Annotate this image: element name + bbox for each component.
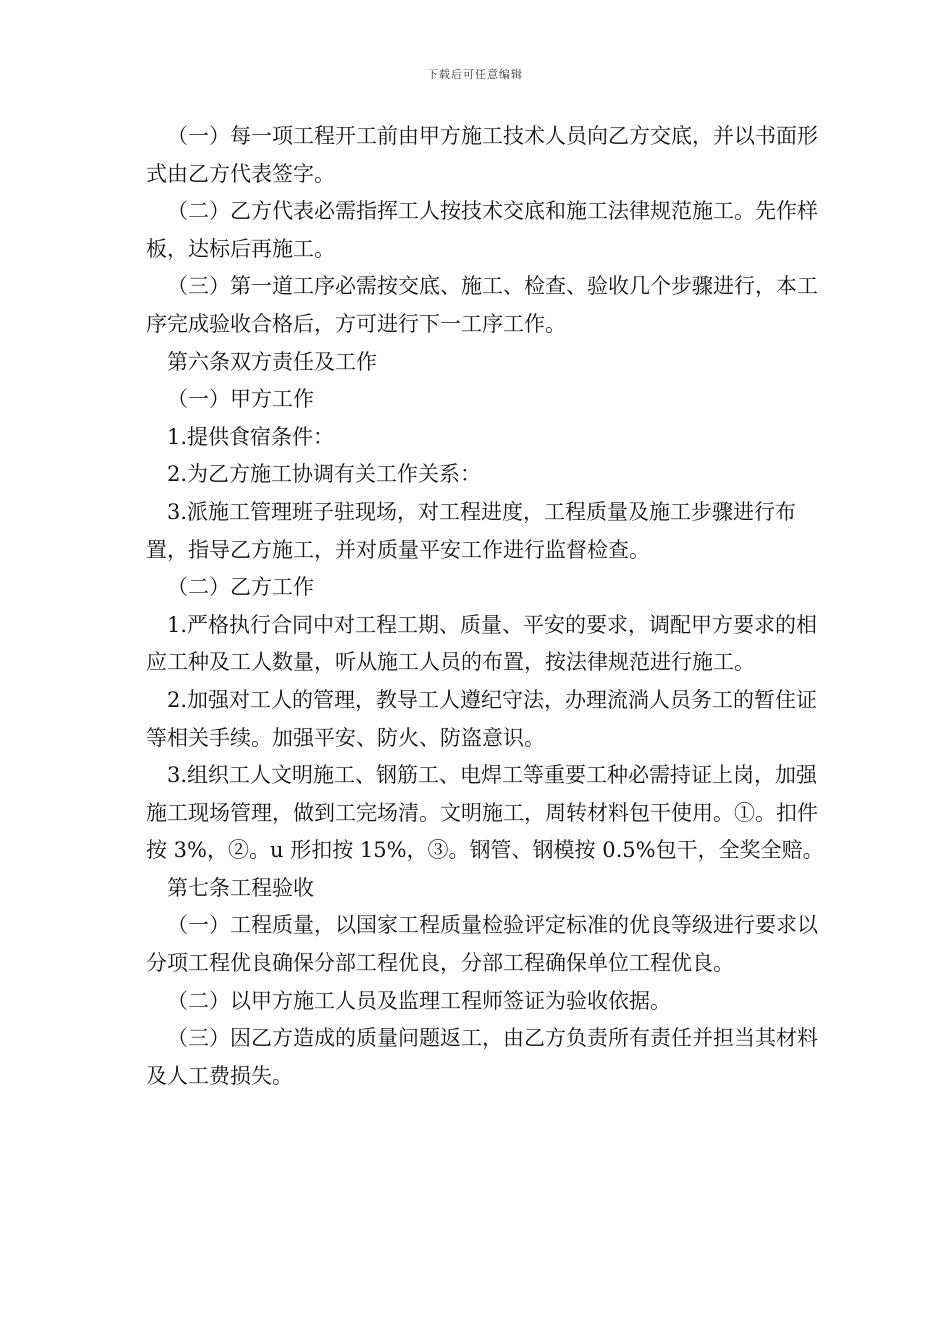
subsection-party-b-work: （二）乙方工作 <box>167 575 314 600</box>
acceptance-item-3: （三）因乙方造成的质量问题返工，由乙方负责所有责任并担当其材料及人工费损失。 <box>146 1026 818 1088</box>
subsection-party-a-work: （一）甲方工作 <box>167 387 314 412</box>
list-item-party-a-1: 1.提供食宿条件： <box>167 424 335 449</box>
paragraph-2: （二）乙方代表必需指挥工人按技术交底和施工法律规范施工。先作样板，达标后再施工。 <box>146 199 818 261</box>
list-item-party-b-1: 1.严格执行合同中对工程工期、质量、平安的要求，调配甲方要求的相应工种及工人数量，听从施工人员的布置，按法律规范进行施工。 <box>146 612 818 675</box>
paragraph-1: （一）每一项工程开工前由甲方施工技术人员向乙方交底，并以书面形式由乙方代表签字。 <box>146 124 818 186</box>
list-item-party-b-3: 3.组织工人文明施工、钢筋工、电焊工等重要工种必需持证上岗，加强施工现场管理，做到工完场清。文明施工，周转材料包干使用。①。扣件按 3%，②。u 形扣按 15%，③。钢管、钢模按 0.5%包干，全奖全赔。 <box>146 763 824 863</box>
document-body <box>146 118 826 1095</box>
acceptance-item-2: （二）以甲方施工人员及监理工程师签证为验收依据。 <box>167 988 671 1013</box>
list-item-party-b-2: 2.加强对工人的管理，教导工人遵纪守法，办理流淌人员务工的暂住证等相关手续。加强平安、防火、防盗意识。 <box>146 687 818 750</box>
acceptance-item-1: （一）工程质量，以国家工程质量检验评定标准的优良等级进行要求以分项工程优良确保分部工程优良，分部工程确保单位工程优良。 <box>146 913 818 976</box>
list-item-party-a-3: 3.派施工管理班子驻现场，对工程进度，工程质量及施工步骤进行布置，指导乙方施工，并对质量平安工作进行监督检查。 <box>146 499 797 562</box>
header-note: 下载后可任意编辑 <box>427 68 523 81</box>
list-item-party-a-2: 2.为乙方施工协调有关工作关系： <box>167 462 482 487</box>
section-heading-article-6: 第六条双方责任及工作 <box>167 349 377 374</box>
section-heading-article-7: 第七条工程验收 <box>167 875 314 900</box>
paragraph-3: （三）第一道工序必需按交底、施工、检查、验收几个步骤进行，本工序完成验收合格后，方可进行下一工序工作。 <box>146 274 818 336</box>
